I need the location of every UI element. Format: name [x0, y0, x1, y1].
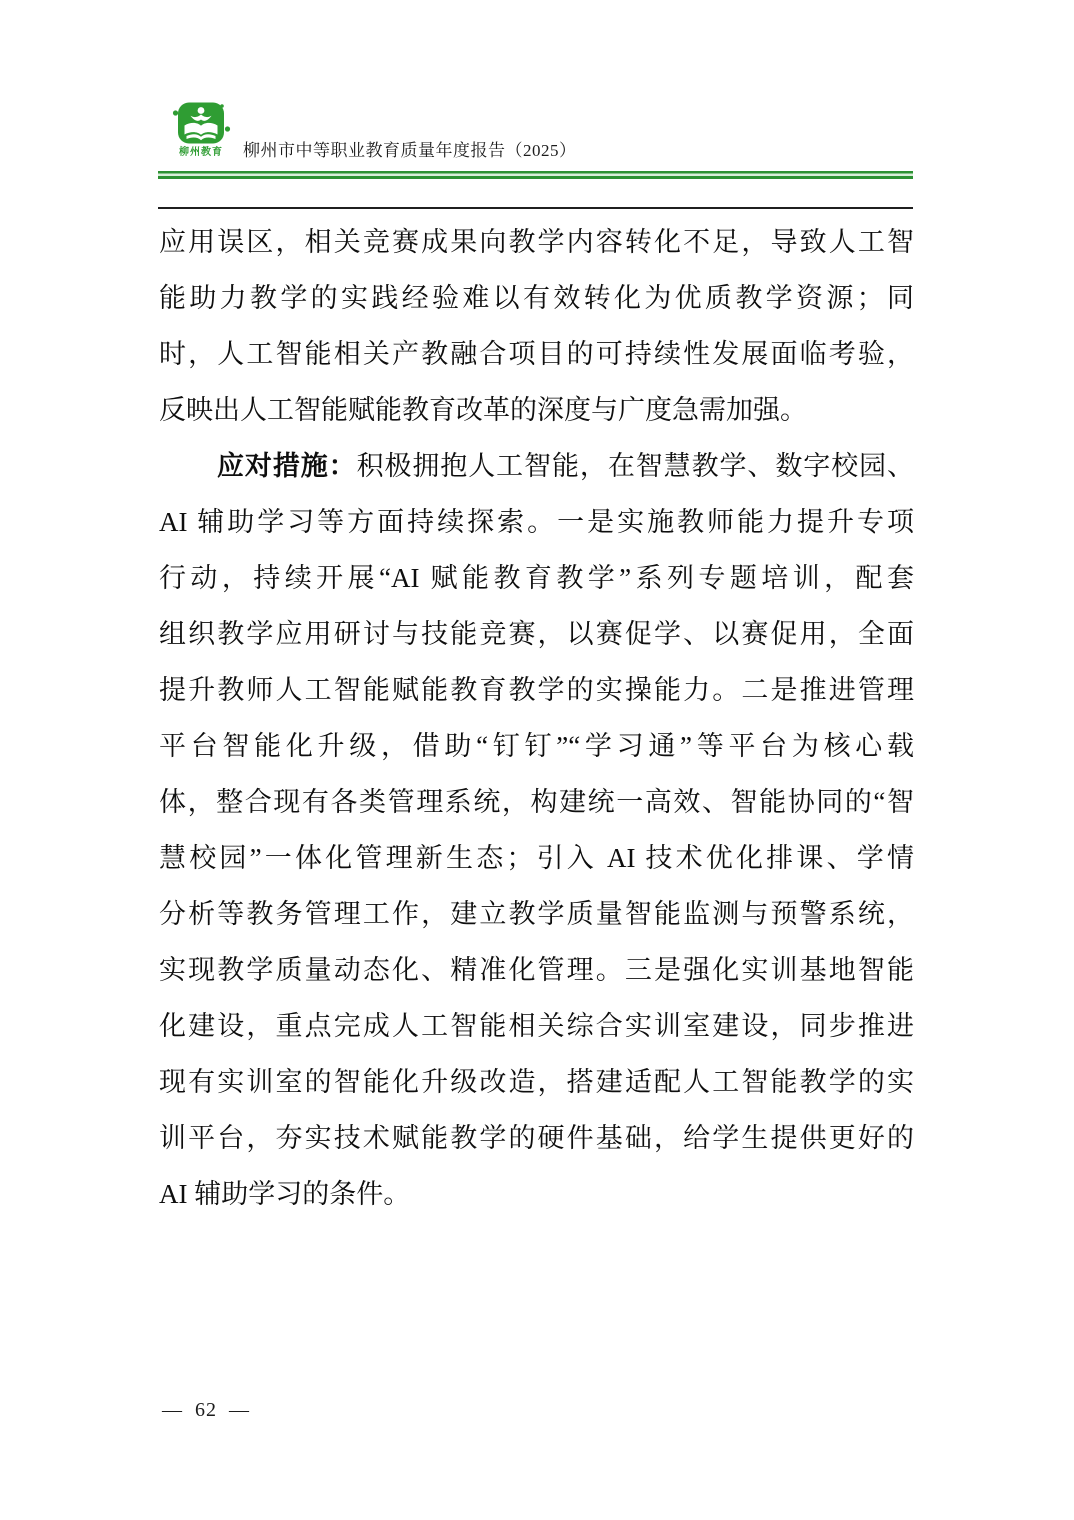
- logo: [169, 102, 233, 158]
- body-text-line: 化建设，重点完成人工智能相关综合实训室建设，同步推进: [159, 1011, 914, 1041]
- page-number: — 62 —: [162, 1399, 250, 1421]
- body-text-line: 平台智能化升级，借助“钉钉”“学习通”等平台为核心载: [159, 731, 914, 761]
- report-title: 柳州市中等职业教育质量年度报告（2025）: [243, 141, 577, 160]
- paragraph-2-rest: [159, 494, 914, 1222]
- body-text-line: AI 辅助学习的条件。: [159, 1179, 411, 1209]
- body-text-line: 提升教师人工智能赋能教育教学的实操能力。二是推进管理: [159, 675, 914, 705]
- body-text-line: 应用误区，相关竞赛成果向教学内容转化不足，导致人工智: [159, 227, 914, 257]
- measures-label: 应对措施：: [217, 451, 357, 481]
- black-rule: [158, 207, 913, 209]
- body-text-line: AI 辅助学习等方面持续探索。一是实施教师能力提升专项: [159, 507, 914, 537]
- paragraph-2-first-line: [159, 438, 914, 494]
- green-double-rule: [158, 171, 913, 179]
- document-body: [159, 214, 914, 1222]
- paragraph-1: [159, 214, 914, 438]
- body-text-line: 组织教学应用研讨与技能竞赛，以赛促学、以赛促用，全面: [159, 619, 914, 649]
- body-text-line: 能助力教学的实践经验难以有效转化为优质教学资源；同: [159, 283, 914, 313]
- body-text-line: 反映出人工智能赋能教育改革的深度与广度急需加强。: [159, 395, 807, 425]
- liuzhou-education-logo-icon: [169, 102, 233, 146]
- body-text-line: 现有实训室的智能化升级改造，搭建适配人工智能教学的实: [159, 1067, 914, 1097]
- body-text-line: 慧校园”一体化管理新生态；引入 AI 技术优化排课、学情: [159, 843, 914, 873]
- body-text-line: 行动，持续开展“AI 赋能教育教学”系列专题培训，配套: [159, 563, 914, 593]
- paragraph-2: [159, 438, 914, 1222]
- paragraph-2-first-line-text: 积极拥抱人工智能，在智慧教学、数字校园、: [356, 451, 914, 481]
- body-text-line: 体，整合现有各类管理系统，构建统一高效、智能协同的“智: [159, 787, 914, 817]
- body-text-line: 实现教学质量动态化、精准化管理。三是强化实训基地智能: [159, 955, 914, 985]
- body-text-line: 训平台，夯实技术赋能教学的硬件基础，给学生提供更好的: [159, 1123, 914, 1153]
- body-text-line: 时，人工智能相关产教融合项目的可持续性发展面临考验，: [159, 339, 914, 369]
- logo-text: 柳州教育: [179, 147, 223, 158]
- body-text-line: 分析等教务管理工作，建立教学质量智能监测与预警系统，: [159, 899, 914, 929]
